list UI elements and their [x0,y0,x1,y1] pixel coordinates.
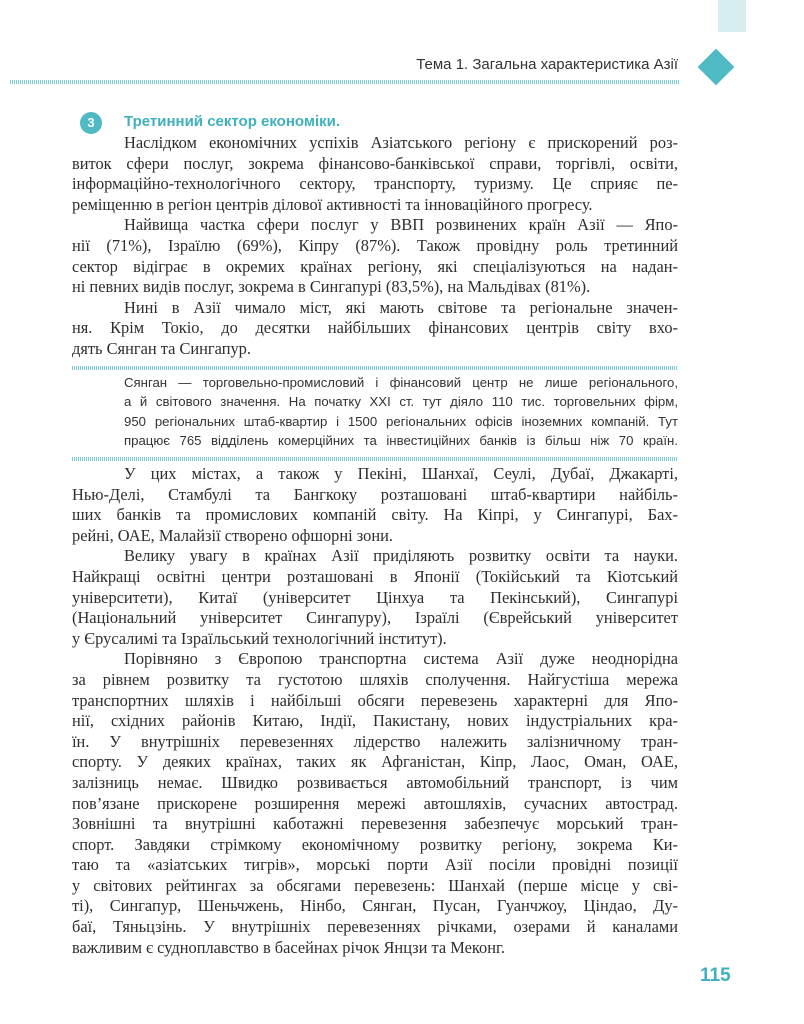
text-line: виток сфери послуг, зокрема фінансово-банківської справи, торгівлі, освіти, [72,153,678,173]
text-line: (Національний університет Сингапуру), Ізраїлі (Єврейський університет [72,608,678,628]
text-line: університети), Китаї (університет Цінхуа та Пекінський), Сингапурі [72,587,678,607]
text-line: Порівняно з Європою транспортна система Азії дуже неоднорідна [124,649,678,669]
text-line: Сянган — торговельно-промисловий і фінансовий центр не лише регіонального, [124,375,678,390]
text-line: сектор відіграє в окремих країнах регіону, які спеціалізуються на надан- [72,256,678,276]
box-bottom-divider [72,457,678,461]
text-line: Найвища частка сфери послуг у ВВП розвинених країн Азії — Япо- [124,215,678,235]
text-line: Найкращі освітні центри розташовані в Японії (Токійський та Кіотський [72,566,678,586]
text-line: їн. У внутрішніх перевезеннях лідерство належить залізничному тран- [72,731,678,751]
text-line: спорту. У деяких країнах, таких як Афганістан, Кіпр, Лаос, Оман, ОАЕ, [72,752,678,772]
text-line: Нині в Азії чимало міст, які мають світове та регіональне значен- [124,297,678,317]
text-block-1 [72,133,678,360]
text-line: працює 765 відділень комерційних та інвестиційних банків із більш ніж 70 країн. [124,432,678,448]
header-divider [10,80,680,84]
text-line: Наслідком економічних успіхів Азіатського регіону є прискорений роз- [124,133,678,152]
text-line: Велику увагу в країнах Азії приділяють розвитку освіти та науки. [124,546,678,566]
text-line: нії, східних районів Китаю, Індії, Пакистану, нових індустріальних кра- [72,711,678,731]
text-line: транспортних шляхів і найбільші обсяги перевезень характерні для Япо- [72,690,678,710]
chapter-header: Тема 1. Загальна характеристика Азії [416,56,678,73]
info-box [124,373,678,450]
diamond-marker-icon [698,49,735,86]
text-block-2 [72,464,678,958]
text-line: за рівнем розвитку та густотою шляхів сполучення. Найгустіша мережа [72,669,678,689]
box-top-divider [72,366,678,370]
text-line: інформаційно-технологічного сектору, транспорту, туризму. Це сприяє пе- [72,174,678,194]
text-line: нії (71%), Ізраїлю (69%), Кіпру (87%). Також провідну роль третинний [72,235,678,255]
text-line: 950 регіональних штаб-квартир і 1500 регіональних офісів іноземних компаній. Тут [124,413,678,429]
text-line: ті), Сингапур, Шеньчжень, Нінбо, Сянган, Пусан, Гуанчжоу, Ціндао, Ду- [72,896,678,916]
text-line: У цих містах, а також у Пекіні, Шанхаї, Сеулі, Дубаї, Джакарті, [124,464,678,483]
text-line: важливим є судноплавство в басейнах річок Янцзи та Меконг. [72,937,505,957]
text-line: баї, Тяньцзінь. У внутрішніх перевезеннях річками, озерами й каналами [72,917,678,937]
text-line: дять Сянган та Сингапур. [72,338,251,358]
section-heading: Третинний сектор економіки. [124,113,341,130]
text-line: таю та «азіатських тигрів», морські порти Азії посіли провідні позиції [72,855,678,875]
text-line: ших банків та промислових компаній світу. На Кіпрі, у Сингапурі, Бах- [72,505,678,525]
text-line: рейні, ОАЕ, Малайзії створено офшорні зони. [72,525,393,545]
text-line: пов’язане прискорене розширення мережі автошляхів, сучасних автострад. [72,793,678,813]
text-line: а й світового значення. На початку XXI ст. тут діяло 110 тис. торговельних фірм, [124,394,678,410]
page-number: 115 [700,965,731,986]
text-line: Нью-Делі, Стамбулі та Бангкоку розташовані штаб-квартири найбіль- [72,484,678,504]
text-line: Зовнішні та внутрішні каботажні перевезення забезпечує морський тран- [72,814,678,834]
text-line: у світових рейтингах за обсягами перевезень: Шанхай (перше місце у сві- [72,875,678,895]
corner-tab [718,0,746,32]
text-line: спорт. Завдяки стрімкому економічному розвитку регіону, зокрема Ки- [72,834,678,854]
section-number-badge: 3 [80,112,102,134]
text-line: реміщенню в регіон центрів ділової активності та інноваційного прогресу. [72,194,593,214]
text-line: ні певних видів послуг, зокрема в Сингапурі (83,5%), на Мальдівах (81%). [72,277,591,297]
text-line: залізниць немає. Швидко розвивається автомобільний транспорт, із чим [72,772,678,792]
text-line: ня. Крім Токіо, до десятки найбільших фінансових центрів світу вхо- [72,318,678,338]
text-line: у Єрусалимі та Ізраїльський технологічний інститут). [72,628,447,648]
